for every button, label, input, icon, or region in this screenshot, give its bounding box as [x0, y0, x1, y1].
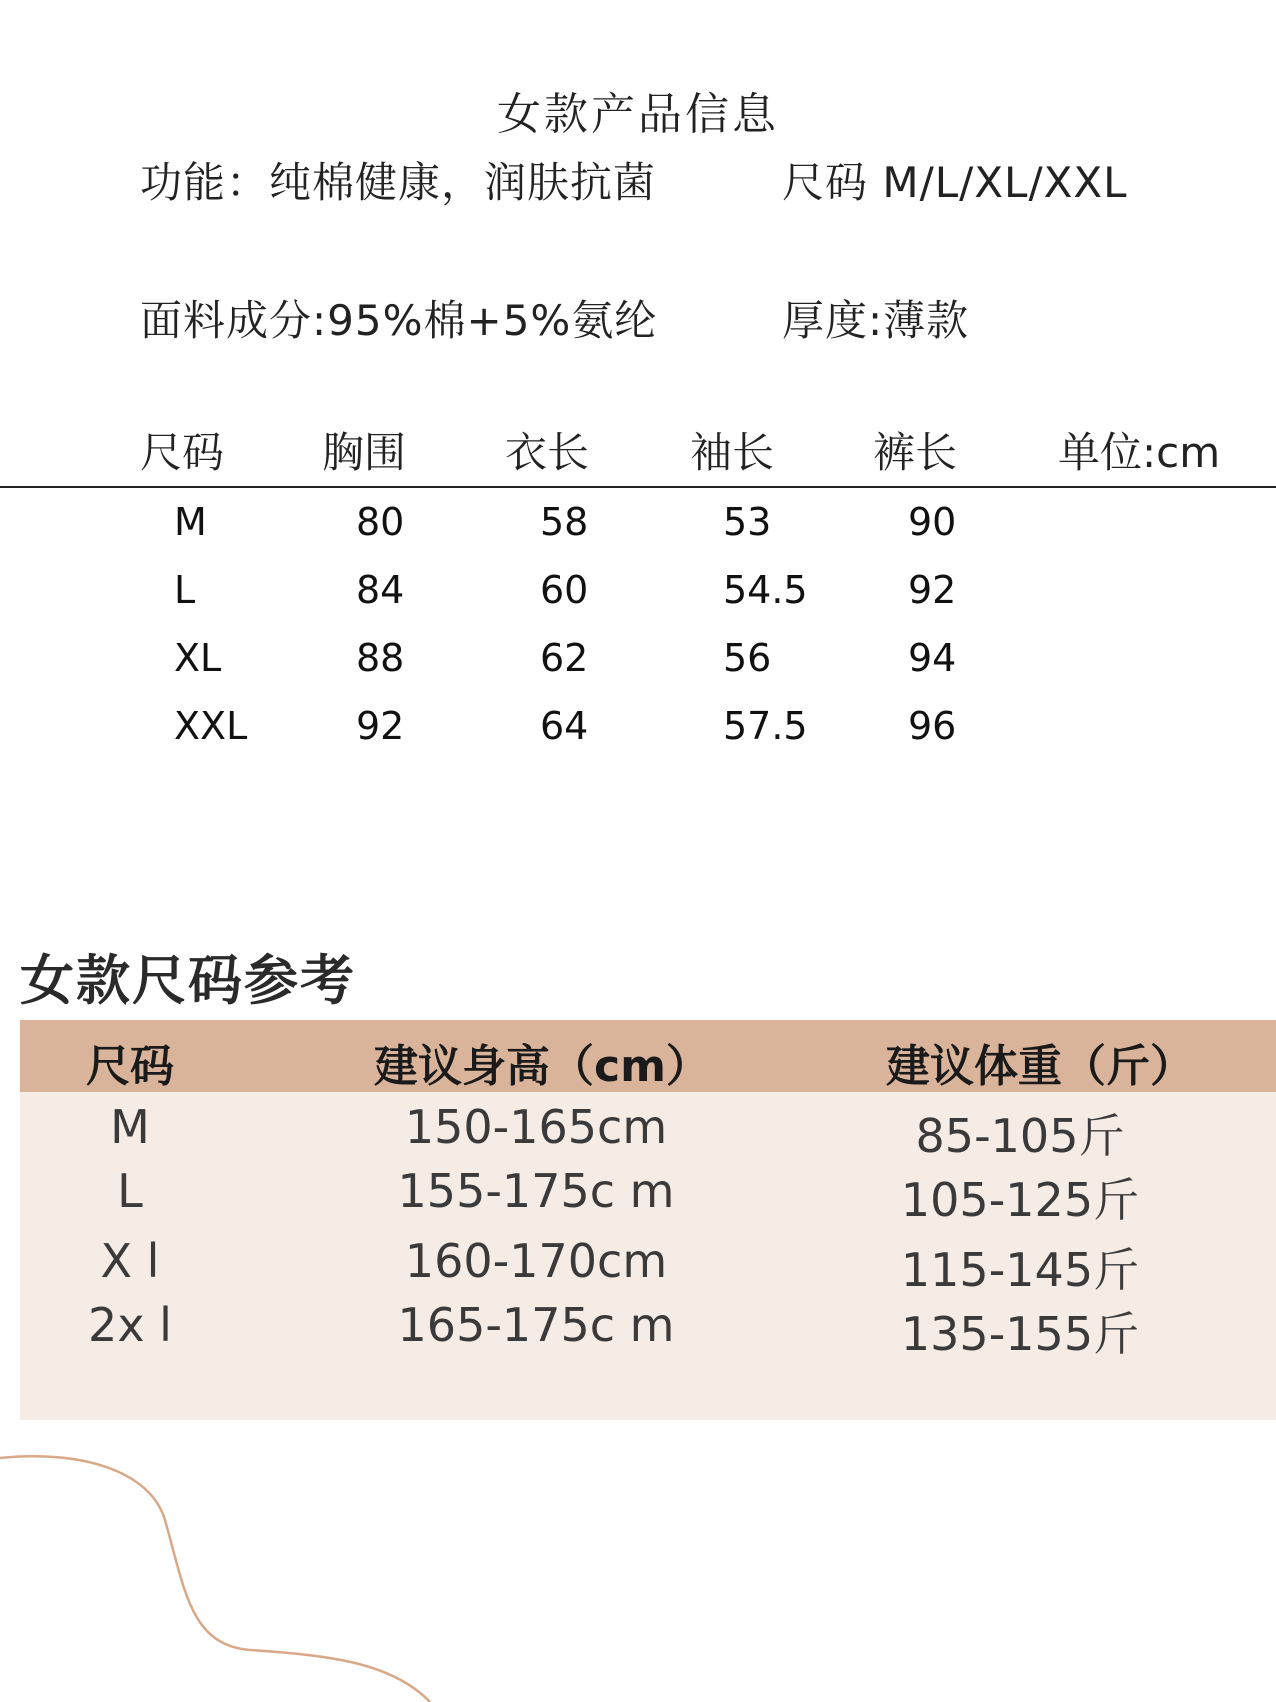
fabric-info: 面料成分:95%棉+5%氨纶: [140, 296, 658, 345]
ref-cell-weight: 135-155斤: [900, 1307, 1140, 1361]
reference-title: 女款尺码参考: [20, 948, 356, 1012]
col-header-chest: 胸围: [322, 428, 407, 477]
ref-header-height: 建议身高（cm）: [374, 1041, 710, 1092]
ref-cell-height: 150-165cm: [404, 1100, 668, 1154]
ref-cell-height: 160-170cm: [404, 1234, 668, 1288]
decorative-curve: [0, 1440, 500, 1702]
function-info: 功能：纯棉健康，润肤抗菌: [140, 158, 657, 207]
cell-sleeve: 56: [723, 636, 772, 680]
cell-sleeve: 53: [723, 500, 772, 544]
cell-pants: 92: [908, 568, 957, 612]
ref-cell-size: X l: [100, 1234, 160, 1288]
header-divider: [0, 486, 1276, 488]
cell-size: XXL: [174, 704, 248, 748]
ref-cell-weight: 85-105斤: [915, 1109, 1125, 1163]
unit-label: 单位:cm: [1058, 428, 1221, 477]
ref-cell-weight: 105-125斤: [900, 1173, 1140, 1227]
cell-pants: 90: [908, 500, 957, 544]
cell-chest: 92: [356, 704, 405, 748]
ref-header-size: 尺码: [86, 1041, 174, 1092]
ref-cell-size: L: [117, 1164, 143, 1218]
cell-length: 58: [540, 500, 589, 544]
cell-size: M: [174, 500, 207, 544]
col-header-pants: 裤长: [873, 428, 958, 477]
cell-sleeve: 54.5: [723, 568, 808, 612]
col-header-size: 尺码: [140, 428, 225, 477]
cell-length: 64: [540, 704, 589, 748]
ref-cell-weight: 115-145斤: [900, 1243, 1140, 1297]
cell-length: 62: [540, 636, 589, 680]
ref-cell-height: 165-175c m: [397, 1298, 675, 1352]
cell-size: XL: [174, 636, 222, 680]
cell-length: 60: [540, 568, 589, 612]
col-header-sleeve: 袖长: [690, 428, 775, 477]
ref-cell-size: 2x l: [88, 1298, 172, 1352]
cell-pants: 96: [908, 704, 957, 748]
sizes-info: 尺码 M/L/XL/XXL: [782, 158, 1128, 207]
cell-sleeve: 57.5: [723, 704, 808, 748]
thickness-info: 厚度:薄款: [782, 296, 970, 345]
cell-chest: 88: [356, 636, 405, 680]
cell-pants: 94: [908, 636, 957, 680]
ref-cell-size: M: [110, 1100, 150, 1154]
page-title: 女款产品信息: [497, 89, 779, 140]
cell-size: L: [174, 568, 196, 612]
col-header-length: 衣长: [505, 428, 590, 477]
ref-cell-height: 155-175c m: [397, 1164, 675, 1218]
cell-chest: 80: [356, 500, 405, 544]
ref-header-weight: 建议体重（斤）: [886, 1041, 1194, 1092]
cell-chest: 84: [356, 568, 405, 612]
